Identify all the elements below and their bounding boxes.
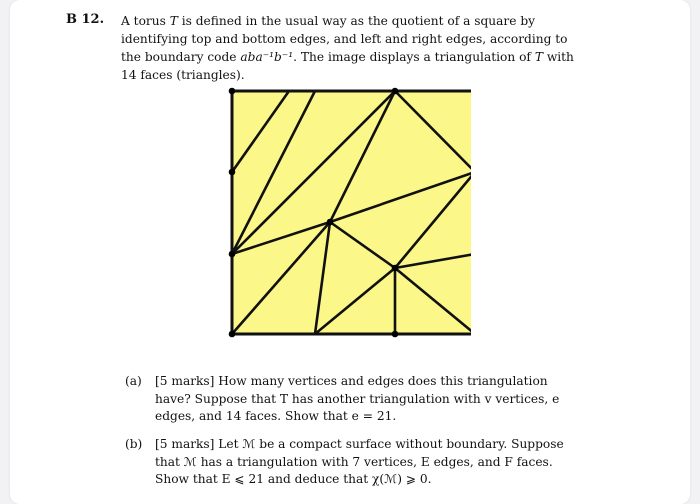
vertex: [392, 265, 399, 272]
part-a-text: [5 marks] How many vertices and edges does this triangulation have? Suppose that T has another triangulation with v vertices, e edges, and 14 faces. Show that e = 21.: [155, 374, 560, 423]
problem-number: B 12.: [66, 12, 105, 27]
vertex: [229, 169, 236, 176]
intro-symbol-T: T: [169, 14, 178, 28]
part-b-text: [5 marks] Let ℳ be a compact surface without boundary. Suppose that ℳ has a triangulation with 7 vertices, E edges, and F faces. Show that E ⩽ 21 and deduce that χ(ℳ) ⩾ 0.: [155, 437, 564, 486]
intro-text-3: . The image displays a triangulation of: [293, 50, 535, 64]
vertex: [229, 251, 236, 258]
triangulation-figure: [221, 85, 471, 340]
vertex: [229, 88, 236, 95]
part-b: [125, 436, 587, 489]
part-b-label: (b): [125, 437, 143, 451]
vertex: [229, 331, 236, 338]
intro-boundary-code: aba⁻¹b⁻¹: [240, 50, 294, 64]
vertex: [392, 331, 399, 338]
intro-symbol-T-2: T: [534, 50, 543, 64]
intro-text-4: with 14 faces (triangles).: [121, 50, 574, 82]
part-a-label: (a): [125, 374, 142, 388]
intro-text-1: A torus: [121, 14, 170, 28]
vertex: [327, 219, 334, 226]
torus-square: [232, 91, 471, 334]
problem-intro: [121, 12, 591, 84]
intro-text-2: is defined in the usual way as the quotient of a square by identifying top and bottom edges, and left and right edges, according to the boundary code: [121, 14, 568, 64]
part-a: [125, 373, 587, 426]
exam-page: [10, 0, 690, 504]
vertex: [392, 88, 399, 95]
